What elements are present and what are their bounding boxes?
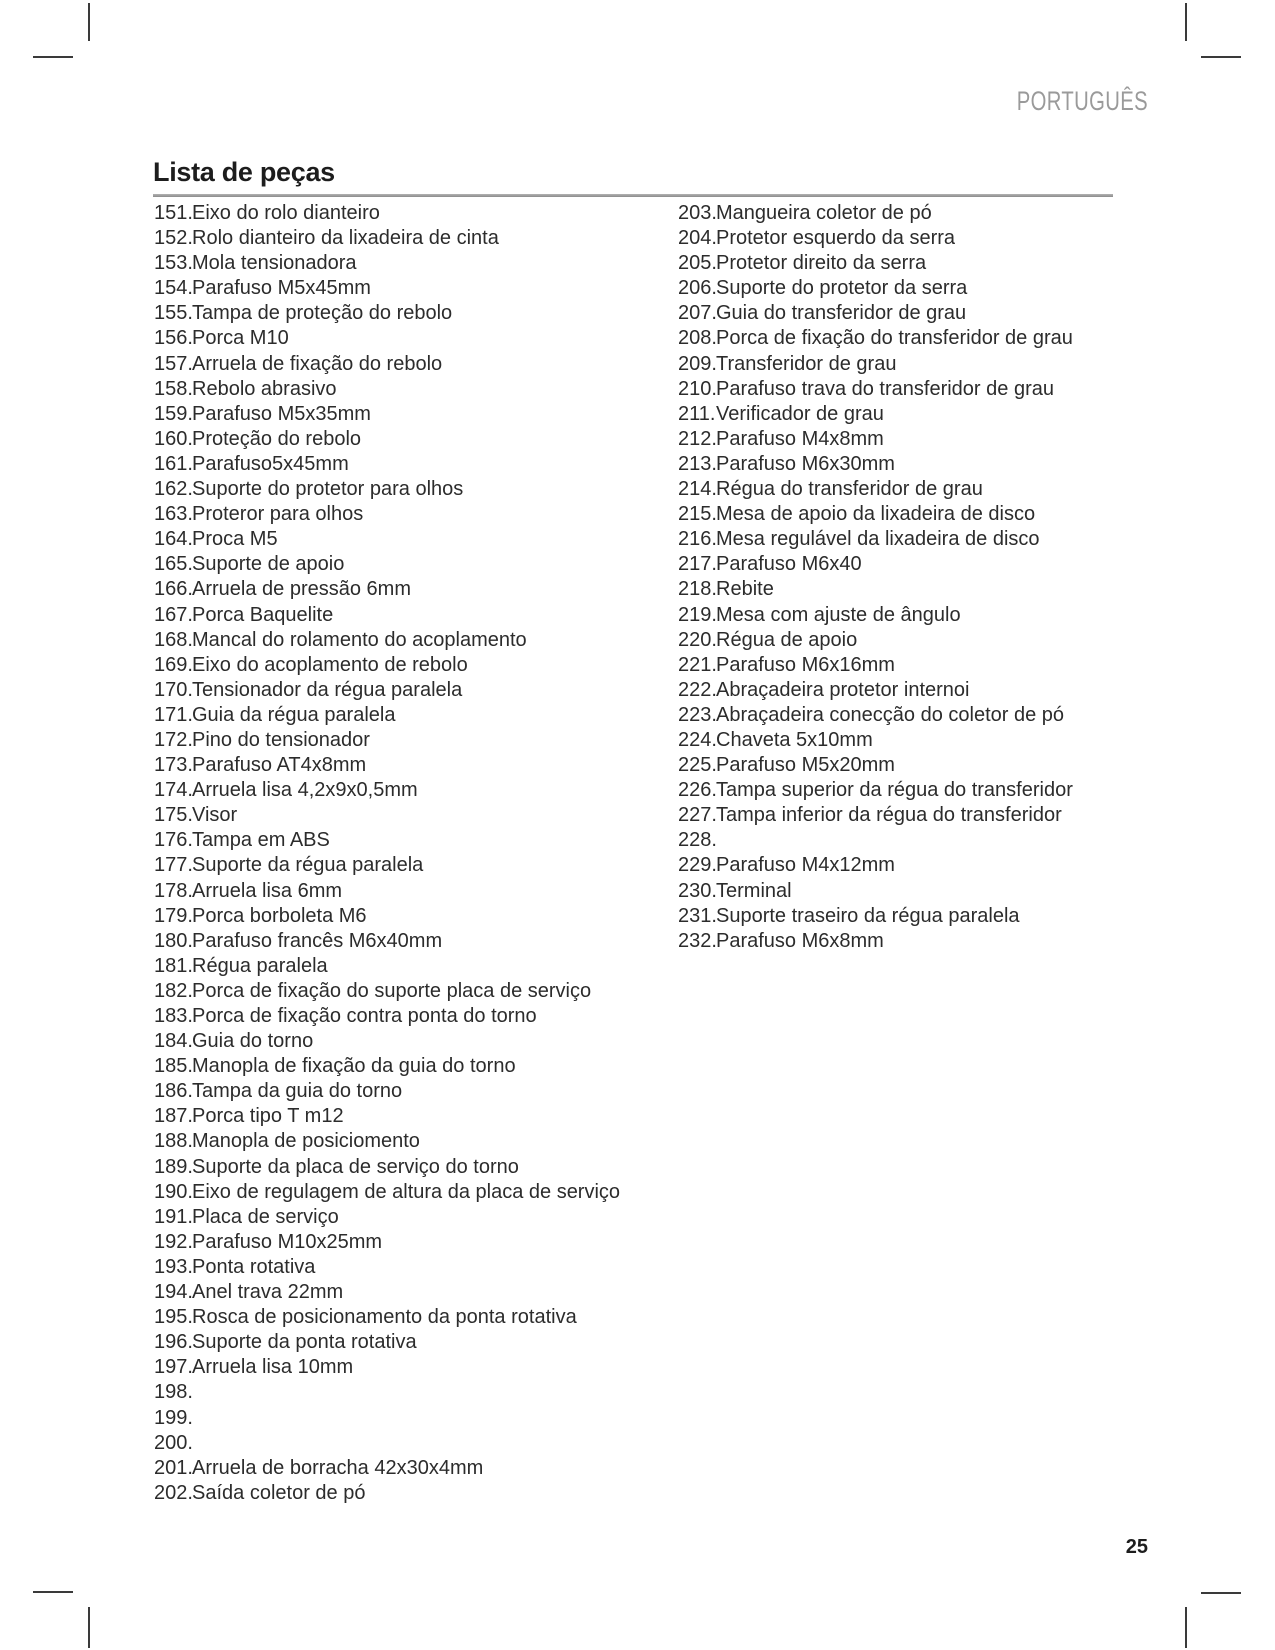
item-number: 202. xyxy=(154,1481,193,1504)
item-label: Ponta rotativa xyxy=(192,1255,316,1278)
item-number: 226. xyxy=(678,779,717,802)
item-label: Parafuso M5x20mm xyxy=(716,754,895,777)
item-number: 205. xyxy=(678,252,717,275)
title-rule xyxy=(153,194,1113,197)
page-number: 25 xyxy=(1125,1536,1148,1558)
item-label: Proteror para olhos xyxy=(192,503,364,526)
item-label: Mancal do rolamento do acoplamento xyxy=(192,628,527,651)
list-item xyxy=(154,954,664,979)
item-number: 231. xyxy=(678,904,717,927)
item-number: 211. xyxy=(678,402,716,425)
list-item xyxy=(154,703,664,728)
item-number: 176. xyxy=(154,829,193,852)
item-label: Mesa com ajuste de ângulo xyxy=(716,603,961,626)
list-item xyxy=(154,201,664,226)
item-label: Régua de apoio xyxy=(716,628,858,651)
item-number: 198. xyxy=(154,1381,193,1404)
item-number: 224. xyxy=(678,728,717,751)
item-number: 159. xyxy=(154,402,193,425)
list-item xyxy=(154,603,664,628)
list-item xyxy=(154,1004,664,1029)
item-number: 219. xyxy=(678,603,717,626)
list-item xyxy=(154,326,664,351)
list-item xyxy=(154,728,664,753)
item-number: 152. xyxy=(154,227,193,250)
list-item xyxy=(678,703,1188,728)
list-item xyxy=(678,853,1188,878)
item-number: 227. xyxy=(678,804,717,827)
item-label: Guia do transferidor de grau xyxy=(716,302,967,325)
item-label: Suporte do protetor da serra xyxy=(716,277,968,300)
item-number: 196. xyxy=(154,1331,193,1354)
list-item xyxy=(154,1029,664,1054)
item-label: Suporte da ponta rotativa xyxy=(192,1331,417,1354)
list-item xyxy=(154,226,664,251)
item-number: 201. xyxy=(154,1456,193,1479)
item-number: 179. xyxy=(154,904,193,927)
item-label: Rebite xyxy=(716,578,774,601)
list-item xyxy=(154,1305,664,1330)
item-number: 170. xyxy=(154,678,193,701)
item-number: 154. xyxy=(154,277,193,300)
item-number: 164. xyxy=(154,528,193,551)
item-number: 214. xyxy=(678,478,717,501)
item-label: Suporte do protetor para olhos xyxy=(192,478,464,501)
item-label: Suporte de apoio xyxy=(192,553,345,576)
item-number: 200. xyxy=(154,1431,193,1454)
item-number: 163. xyxy=(154,503,193,526)
item-label: Protetor esquerdo da serra xyxy=(716,227,956,250)
item-number: 215. xyxy=(678,503,717,526)
item-label: Porca de fixação contra ponta do torno xyxy=(192,1005,537,1027)
list-item xyxy=(154,1155,664,1180)
item-number: 216. xyxy=(678,528,717,551)
item-label: Porca borboleta M6 xyxy=(192,904,367,927)
item-number: 177. xyxy=(154,854,193,877)
item-label: Porca de fixação do transferidor de grau xyxy=(716,327,1073,350)
item-label: Anel trava 22mm xyxy=(192,1281,344,1304)
list-item xyxy=(154,427,664,452)
list-item xyxy=(154,803,664,828)
list-item xyxy=(678,452,1188,477)
item-label: Guia do torno xyxy=(192,1030,314,1053)
item-label: Tampa da guia do torno xyxy=(192,1080,403,1103)
parts-list-left-column xyxy=(154,201,664,1506)
item-label: Parafuso5x45mm xyxy=(192,452,349,475)
list-item xyxy=(678,803,1188,828)
crop-mark-bottom-right-horizontal xyxy=(1201,1592,1241,1594)
item-label: Tampa inferior da régua do transferidor xyxy=(716,804,1062,827)
item-number: 182. xyxy=(154,979,193,1002)
item-number: 232. xyxy=(678,929,717,952)
item-label: Régua paralela xyxy=(192,954,328,977)
item-number: 190. xyxy=(154,1180,193,1203)
item-number: 192. xyxy=(154,1230,193,1253)
list-item xyxy=(678,402,1188,427)
item-label: Pino do tensionador xyxy=(192,728,370,751)
item-number: 167. xyxy=(154,603,193,626)
list-item xyxy=(154,904,664,929)
item-number: 171. xyxy=(154,703,193,726)
item-label: Arruela de fixação do rebolo xyxy=(192,352,443,375)
list-item xyxy=(678,628,1188,653)
list-item xyxy=(154,753,664,778)
list-item xyxy=(678,879,1188,904)
item-number: 228. xyxy=(678,829,717,852)
item-label: Parafuso M5x45mm xyxy=(192,277,371,300)
list-item xyxy=(678,201,1188,226)
list-item xyxy=(154,628,664,653)
item-label: Chaveta 5x10mm xyxy=(716,728,873,751)
list-item xyxy=(154,1104,664,1129)
item-label: Parafuso M10x25mm xyxy=(192,1230,383,1253)
item-number: 172. xyxy=(154,728,193,751)
crop-mark-bottom-left-horizontal xyxy=(33,1591,73,1593)
item-label: Mesa regulável da lixadeira de disco xyxy=(716,528,1040,551)
item-number: 209. xyxy=(678,352,717,375)
list-item xyxy=(678,251,1188,276)
list-item xyxy=(154,1079,664,1104)
item-label: Eixo de regulagem de altura da placa de serviço xyxy=(192,1180,621,1203)
list-item xyxy=(154,477,664,502)
item-number: 174. xyxy=(154,779,193,802)
crop-mark-top-left-horizontal xyxy=(33,56,73,58)
list-item xyxy=(678,904,1188,929)
item-number: 208. xyxy=(678,327,717,350)
item-label: Transferidor de grau xyxy=(716,352,897,375)
list-item xyxy=(678,929,1188,954)
item-number: 187. xyxy=(154,1105,193,1128)
list-item xyxy=(154,929,664,954)
item-label: Proca M5 xyxy=(192,528,278,551)
item-label: Mesa de apoio da lixadeira de disco xyxy=(716,503,1036,526)
item-number: 183. xyxy=(154,1005,193,1027)
item-number: 189. xyxy=(154,1155,193,1178)
item-label: Eixo do acoplamento de rebolo xyxy=(192,653,468,676)
item-number: 191. xyxy=(154,1205,193,1228)
crop-mark-top-right-vertical xyxy=(1185,3,1187,41)
crop-mark-top-left-vertical xyxy=(88,3,90,41)
item-number: 207. xyxy=(678,302,717,325)
item-label: Arruela lisa 4,2x9x0,5mm xyxy=(192,779,418,802)
list-item xyxy=(678,427,1188,452)
item-label: Suporte da placa de serviço do torno xyxy=(192,1155,519,1178)
item-number: 168. xyxy=(154,628,193,651)
item-number: 195. xyxy=(154,1306,193,1329)
list-item xyxy=(154,1355,664,1380)
list-item xyxy=(154,678,664,703)
list-item xyxy=(154,1230,664,1255)
list-item xyxy=(678,301,1188,326)
item-number: 162. xyxy=(154,478,193,501)
page-title: Lista de peças xyxy=(153,157,335,187)
item-number: 158. xyxy=(154,377,193,400)
item-number: 181. xyxy=(154,954,193,977)
item-label: Parafuso M6x30mm xyxy=(716,452,895,475)
list-item xyxy=(154,577,664,602)
item-label: Tampa em ABS xyxy=(192,829,330,852)
list-item xyxy=(154,853,664,878)
item-label: Mangueira coletor de pó xyxy=(716,202,932,224)
item-label: Eixo do rolo dianteiro xyxy=(192,202,380,224)
item-number: 217. xyxy=(678,553,717,576)
crop-mark-bottom-right-vertical xyxy=(1185,1607,1187,1648)
item-number: 203. xyxy=(678,202,717,224)
item-label: Protetor direito da serra xyxy=(716,252,927,275)
item-number: 222. xyxy=(678,678,717,701)
item-number: 160. xyxy=(154,427,193,450)
list-item xyxy=(678,527,1188,552)
item-label: Parafuso M6x8mm xyxy=(716,929,884,952)
list-item xyxy=(678,728,1188,753)
item-label: Tampa superior da régua do transferidor xyxy=(716,779,1073,802)
list-item xyxy=(154,1380,664,1405)
item-number: 184. xyxy=(154,1030,193,1053)
list-item xyxy=(678,577,1188,602)
item-label: Tampa de proteção do rebolo xyxy=(192,302,453,325)
item-label: Abraçadeira conecção do coletor de pó xyxy=(716,703,1065,726)
item-label: Arruela lisa 6mm xyxy=(192,879,343,902)
list-item xyxy=(154,979,664,1004)
list-item xyxy=(678,603,1188,628)
crop-mark-bottom-left-vertical xyxy=(88,1607,90,1648)
list-item xyxy=(678,653,1188,678)
list-item xyxy=(678,552,1188,577)
item-label: Manopla de fixação da guia do torno xyxy=(192,1055,516,1078)
item-label: Guia da régua paralela xyxy=(192,703,396,726)
list-item xyxy=(154,1431,664,1456)
item-number: 206. xyxy=(678,277,717,300)
item-number: 210. xyxy=(678,377,717,400)
list-item xyxy=(154,1406,664,1431)
item-number: 155. xyxy=(154,302,193,325)
list-item xyxy=(678,226,1188,251)
list-item xyxy=(678,753,1188,778)
item-number: 197. xyxy=(154,1356,193,1379)
item-number: 194. xyxy=(154,1281,193,1304)
item-label: Parafuso M4x12mm xyxy=(716,854,895,877)
list-item xyxy=(678,477,1188,502)
item-number: 178. xyxy=(154,879,193,902)
item-number: 199. xyxy=(154,1406,193,1429)
list-item xyxy=(154,1456,664,1481)
item-number: 212. xyxy=(678,427,717,450)
item-label: Rolo dianteiro da lixadeira de cinta xyxy=(192,227,499,250)
crop-mark-top-right-horizontal xyxy=(1201,56,1241,58)
item-number: 151. xyxy=(154,202,193,224)
item-number: 173. xyxy=(154,754,193,777)
item-number: 175. xyxy=(154,804,193,827)
list-item xyxy=(154,879,664,904)
item-number: 180. xyxy=(154,929,193,952)
item-number: 153. xyxy=(154,252,193,275)
item-label: Parafuso francês M6x40mm xyxy=(192,929,443,952)
list-item xyxy=(154,251,664,276)
item-label: Parafuso M5x35mm xyxy=(192,402,371,425)
list-item xyxy=(154,402,664,427)
list-item xyxy=(154,377,664,402)
list-item xyxy=(678,778,1188,803)
item-label: Saída coletor de pó xyxy=(192,1481,366,1504)
list-item xyxy=(154,1481,664,1506)
list-item xyxy=(154,452,664,477)
list-item xyxy=(154,276,664,301)
item-number: 165. xyxy=(154,553,193,576)
list-item xyxy=(154,1180,664,1205)
list-item xyxy=(154,1205,664,1230)
item-number: 204. xyxy=(678,227,717,250)
item-label: Porca M10 xyxy=(192,327,289,350)
list-item xyxy=(154,352,664,377)
item-label: Abraçadeira protetor internoi xyxy=(716,678,970,701)
item-label: Porca de fixação do suporte placa de serviço xyxy=(192,979,592,1002)
item-number: 223. xyxy=(678,703,717,726)
list-item xyxy=(154,1330,664,1355)
list-item xyxy=(678,352,1188,377)
item-label: Suporte traseiro da régua paralela xyxy=(716,904,1020,927)
list-item xyxy=(678,502,1188,527)
item-number: 156. xyxy=(154,327,193,350)
item-label: Visor xyxy=(192,804,238,827)
item-label: Arruela de pressão 6mm xyxy=(192,578,411,601)
item-number: 230. xyxy=(678,879,717,902)
item-label: Parafuso M6x16mm xyxy=(716,653,895,676)
item-number: 193. xyxy=(154,1255,193,1278)
list-item xyxy=(678,828,1188,853)
list-item xyxy=(678,276,1188,301)
item-label: Suporte da régua paralela xyxy=(192,854,424,877)
item-number: 166. xyxy=(154,578,193,601)
item-label: Parafuso M4x8mm xyxy=(716,427,884,450)
list-item xyxy=(154,653,664,678)
list-item xyxy=(154,552,664,577)
item-number: 157. xyxy=(154,352,193,375)
item-label: Arruela de borracha 42x30x4mm xyxy=(192,1456,484,1479)
item-number: 213. xyxy=(678,452,717,475)
list-item xyxy=(154,301,664,326)
parts-list-right-column xyxy=(678,201,1188,954)
item-label: Rebolo abrasivo xyxy=(192,377,337,400)
item-label: Tensionador da régua paralela xyxy=(192,678,463,701)
list-item xyxy=(154,502,664,527)
item-label: Proteção do rebolo xyxy=(192,427,362,450)
list-item xyxy=(678,678,1188,703)
item-number: 221. xyxy=(678,653,717,676)
item-label: Manopla de posiciomento xyxy=(192,1130,420,1153)
item-label: Porca Baquelite xyxy=(192,603,334,626)
item-label: Parafuso trava do transferidor de grau xyxy=(716,377,1054,400)
list-item xyxy=(154,1280,664,1305)
item-label: Mola tensionadora xyxy=(192,252,357,275)
list-item xyxy=(678,377,1188,402)
list-item xyxy=(154,778,664,803)
list-item xyxy=(154,1129,664,1154)
list-item xyxy=(154,1054,664,1079)
item-number: 185. xyxy=(154,1055,193,1078)
item-number: 225. xyxy=(678,754,717,777)
item-number: 188. xyxy=(154,1130,193,1153)
item-number: 220. xyxy=(678,628,717,651)
language-header: PORTUGUÊS xyxy=(1016,86,1148,116)
item-label: Arruela lisa 10mm xyxy=(192,1356,354,1379)
list-item xyxy=(678,326,1188,351)
item-label: Régua do transferidor de grau xyxy=(716,478,983,501)
item-label: Parafuso M6x40 xyxy=(716,553,862,576)
item-number: 186. xyxy=(154,1080,193,1103)
item-number: 161. xyxy=(154,452,193,475)
item-label: Placa de serviço xyxy=(192,1205,339,1228)
item-label: Porca tipo T m12 xyxy=(192,1105,344,1128)
item-number: 169. xyxy=(154,653,193,676)
item-label: Rosca de posicionamento da ponta rotativa xyxy=(192,1306,577,1329)
item-label: Verificador de grau xyxy=(716,402,884,425)
list-item xyxy=(154,527,664,552)
item-label: Terminal xyxy=(716,879,792,902)
item-number: 229. xyxy=(678,854,717,877)
item-number: 218. xyxy=(678,578,717,601)
list-item xyxy=(154,828,664,853)
item-label: Parafuso AT4x8mm xyxy=(192,754,367,777)
list-item xyxy=(154,1255,664,1280)
